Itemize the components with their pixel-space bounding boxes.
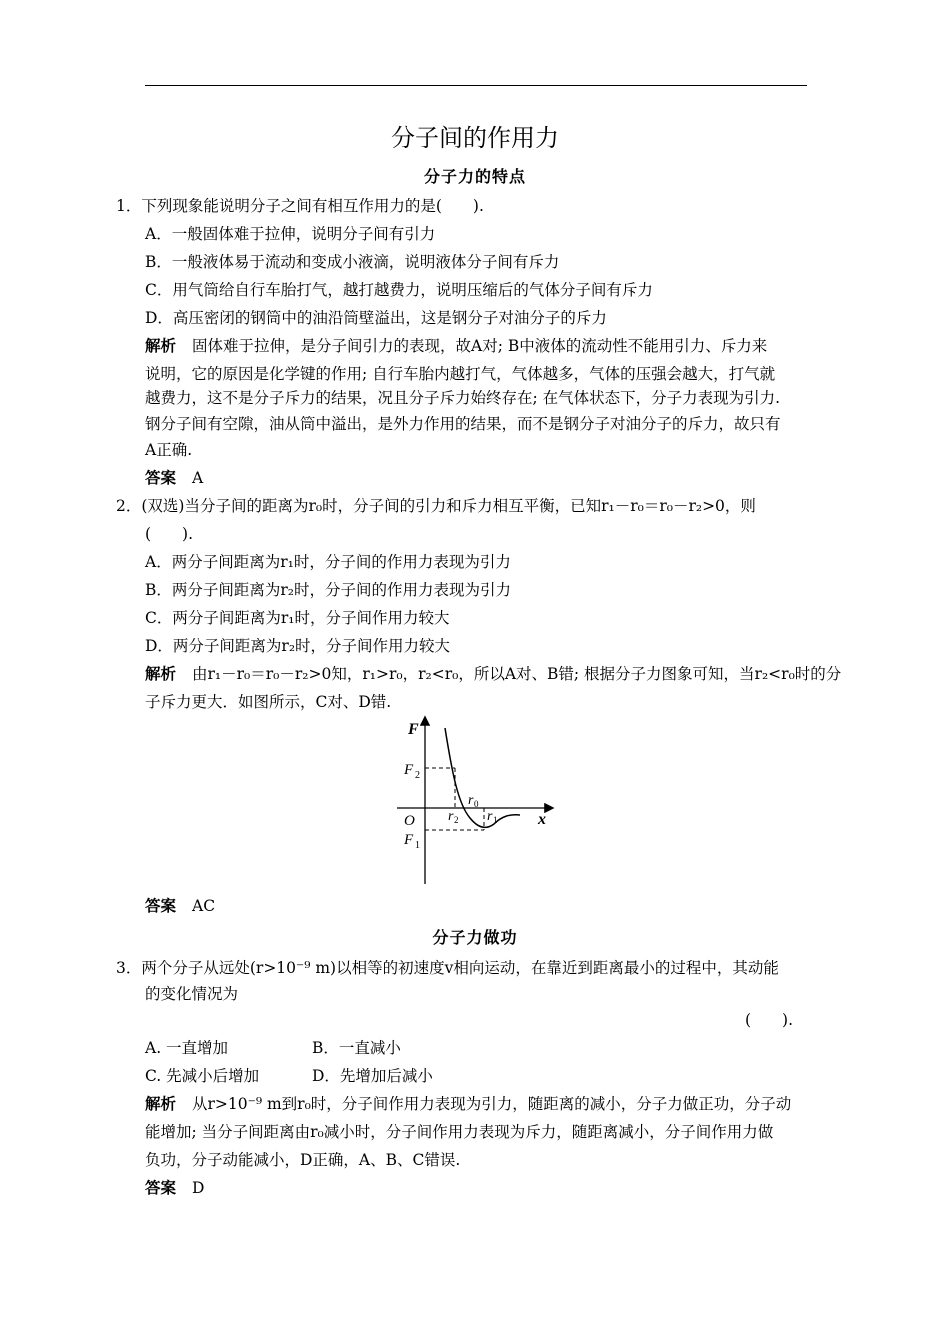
explanation-text: 由r₁－r₀＝r₀－r₂>0知，r₁>r₀，r₂<r₀，所以A对、B错; 根据分子力图象可知，当r₂<r₀时的分 (192, 665, 842, 683)
axis-label-x: x (538, 811, 546, 828)
q2-option-d: D．两分子间距离为r₂时，分子间作用力较大 (145, 637, 451, 655)
q3-explanation-line-2: 能增加; 当分子间距离由r₀减小时，分子间作用力表现为斥力，随距离减小，分子间作用力做 (145, 1123, 774, 1141)
q2-answer (145, 896, 215, 916)
label-r2: r (448, 809, 454, 824)
q3-explanation-line-1 (145, 1094, 791, 1114)
label-r0-sub: 0 (474, 799, 479, 809)
label-r1-sub: 1 (493, 815, 498, 825)
force-curve (445, 728, 520, 827)
label-r0: r (468, 793, 474, 808)
answer-value: A (192, 469, 204, 487)
q1-stem: 1．下列现象能说明分子之间有相互作用力的是( ). (116, 197, 484, 215)
label-r1: r (487, 809, 493, 824)
label-origin: O (404, 813, 415, 829)
q1-option-c: C．用气筒给自行车胎打气，越打越费力，说明压缩后的气体分子间有斥力 (145, 281, 653, 299)
label-r2-sub: 2 (454, 815, 459, 825)
explanation-label: 解析 (145, 664, 177, 683)
answer-label: 答案 (145, 1178, 177, 1197)
page-title: 分子间的作用力 (391, 124, 559, 152)
q1-explanation-line-1 (145, 336, 767, 356)
q3-answer (145, 1178, 204, 1198)
header-rule (145, 85, 807, 86)
axis-label-f: F (408, 721, 419, 738)
q2-option-b: B．两分子间距离为r₂时，分子间的作用力表现为引力 (145, 581, 512, 599)
q1-option-a: A．一般固体难于拉伸，说明分子间有引力 (145, 225, 436, 243)
q2-stem-line-1: 2．(双选)当分子间的距离为r₀时，分子间的引力和斥力相互平衡，已知r₁－r₀＝r₀－r₂>0，则 (116, 497, 756, 515)
answer-value: D (192, 1179, 205, 1197)
q1-explanation-line-4: 钢分子间有空隙，油从筒中溢出，是外力作用的结果，而不是钢分子对油分子的斥力，故只有 (145, 415, 781, 433)
q2-stem-line-2: ( ). (145, 525, 194, 543)
answer-value: AC (192, 897, 216, 915)
q1-explanation-line-3: 越费力，这不是分子斥力的结果，况且分子斥力始终存在; 在气体状态下，分子力表现为引力. (145, 389, 781, 407)
q2-option-c: C．两分子间距离为r₁时，分子间作用力较大 (145, 609, 450, 627)
label-f2: F (404, 762, 414, 778)
q2-option-a: A．两分子间距离为r₁时，分子间的作用力表现为引力 (145, 553, 511, 571)
label-f1-sub: 1 (415, 840, 420, 851)
q1-option-d: D．高压密闭的钢筒中的油沿筒壁溢出，这是钢分子对油分子的斥力 (145, 309, 607, 327)
q1-answer (145, 468, 203, 488)
force-distance-figure (392, 712, 567, 892)
q1-explanation-line-5: A正确. (145, 441, 193, 459)
q3-option-a: A. 一直增加 (145, 1039, 229, 1057)
q3-stem-line-1: 3．两个分子从远处(r>10⁻⁹ m)以相等的初速度v相向运动，在靠近到距离最小的过程中，其动能 (116, 959, 779, 977)
explanation-label: 解析 (145, 1094, 177, 1113)
q2-explanation-line-2: 子斥力更大．如图所示，C对、D错. (145, 693, 392, 711)
q1-explanation-line-2: 说明，它的原因是化学键的作用; 自行车胎内越打气，气体越多，气体的压强会越大，打气就 (145, 365, 776, 383)
q3-options-row-1 (145, 1038, 228, 1058)
q2-explanation-line-1 (145, 664, 841, 684)
answer-label: 答案 (145, 468, 177, 487)
q3-explanation-line-3: 负功，分子动能减小，D正确，A、B、C错误. (145, 1151, 461, 1169)
section-heading-2: 分子力做功 (432, 928, 518, 947)
q3-answer-paren: ( ). (745, 1011, 794, 1029)
explanation-text: 从r>10⁻⁹ m到r₀时，分子间作用力表现为引力，随距离的减小，分子力做正功，分子动 (192, 1095, 792, 1113)
q1-option-b: B．一般液体易于流动和变成小液滴，说明液体分子间有斥力 (145, 253, 560, 271)
explanation-label: 解析 (145, 336, 177, 355)
q3-option-d: D．先增加后减小 (312, 1067, 433, 1085)
q3-option-c: C. 先减小后增加 (145, 1067, 260, 1085)
answer-label: 答案 (145, 896, 177, 915)
q3-stem-line-2: 的变化情况为 (145, 985, 239, 1003)
label-f1: F (404, 832, 414, 848)
q3-option-b: B．一直减小 (312, 1039, 401, 1057)
section-heading-1: 分子力的特点 (423, 167, 526, 186)
label-f2-sub: 2 (415, 770, 420, 781)
explanation-text: 固体难于拉伸，是分子间引力的表现，故A对; B中液体的流动性不能用引力、斥力来 (192, 337, 768, 355)
